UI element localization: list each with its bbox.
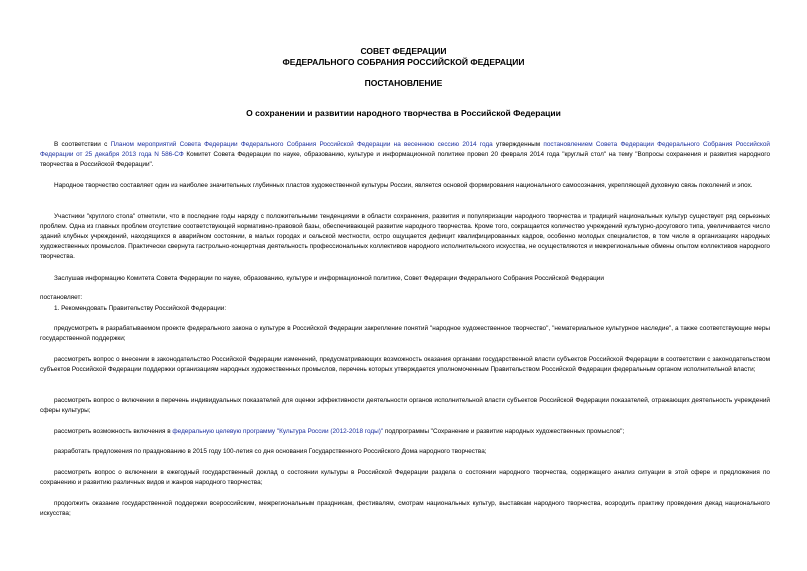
paragraph-item-legislation: рассмотреть вопрос о внесении в законодательство Российской Федерации изменений, предусматривающих возможность оказания органами государственной власти субъектов Российской Федерации в соответствии с законодательством субъектов Российской Федерации поддержки организациям народных художественных промыслов, перечень которых утверждается уполномоченным Правительством Российской Федерации федеральным органом исполнительной власти; xyxy=(40,356,770,373)
link-culture-program[interactable]: федеральную целевую программу "Культура России (2012-2018 годы)" xyxy=(172,428,384,435)
paragraph-round-table: Участники "круглого стола" отметили, что в последние годы наряду с положительными тенденциями в области сохранения, развития и популяризации народного творчества и традиций национальных культур существует ряд серьезных проблем. Одна из главных проблем отсутствие соответствующей нормативно-правовой базы, обеспечивающей развитие народного творчества. Кроме того, сокращается количество учреждений культурно-досугового типа, увеличивается число зданий клубных учреждений, находящихся в аварийном состоянии, в малых городах и сельской местности, остро ощущается дефицит квалифицированных кадров, особенно молодых специалистов, в том числе в организациях народных художественных промыслов. Практически свернута гастрольно-концертная деятельность профессиональных коллективов народного исполнительского искусства, не осуществляются и межрегиональные обмены опытом коллективов народного творчества. xyxy=(40,213,770,260)
intro-text-2: утвержденным xyxy=(492,141,544,148)
paragraph-intro xyxy=(40,140,770,170)
paragraph-item-indicators: рассмотреть вопрос о включении в перечень индивидуальных показателей для оценки эффективности деятельности органов исполнительной власти субъектов Российской Федерации показателей, отражающих деятельность учреждений сферы культуры; xyxy=(40,397,770,414)
org-name-line2: ФЕДЕРАЛЬНОГО СОБРАНИЯ РОССИЙСКОЙ ФЕДЕРАЦИИ xyxy=(282,57,525,67)
program-text-1: рассмотреть возможность включения в xyxy=(54,428,173,435)
intro-text-1: В соответствии с xyxy=(54,141,111,148)
intro-text-3: Комитет Совета Федерации по науке, образованию, культуре и информационной политике провел 20 февраля 2014 года "круглый стол" на тему "Вопросы сохранения и развития народного творчества в Российской Федерации". xyxy=(40,151,770,168)
program-text-2: подпрограммы "Сохранение и развитие народных художественных промыслов"; xyxy=(383,428,625,435)
paragraph-folk-art: Народное творчество составляет один из наиболее значительных глубинных пластов художественной культуры России, является основой формирования национального самосознания, укрепляющей духовную связь поколений и эпох. xyxy=(54,182,753,189)
paragraph-item-support: продолжить оказание государственной поддержки всероссийским, межрегиональным праздникам, фестивалям, смотрам национальных культур, выставкам народного творчества, возродить практику проведения декад национального искусства; xyxy=(40,500,770,517)
paragraph-item-report: рассмотреть вопрос о включении в ежегодный государственный доклад о состоянии культуры в Российской Федерации раздела о состоянии народного творчества, содержащего анализ ситуации в этой сфере и предложения по сохранению и развитию различных видов и жанров народного творчества; xyxy=(40,469,770,486)
doc-title: О сохранении и развитии народного творчества в Российской Федерации xyxy=(246,108,561,118)
paragraph-having-heard: Заслушав информацию Комитета Совета Федерации по науке, образованию, культуре и информационной политике, Совет Федерации Федерального Собрания Российской Федерации xyxy=(54,275,604,282)
paragraph-resolves: постановляет: xyxy=(40,294,83,301)
doc-type: ПОСТАНОВЛЕНИЕ xyxy=(364,78,443,88)
org-name-line1: СОВЕТ ФЕДЕРАЦИИ xyxy=(360,46,447,56)
link-resolution-586[interactable]: постановлением Совета Федерации Федерального Собрания Российской Федерации от 25 декабря 2013 года N 586-СФ xyxy=(40,141,770,158)
paragraph-item-program xyxy=(40,427,770,437)
paragraph-item-anniversary: разработать предложения по празднованию в 2015 году 100-летия со дня основания Государственного Российского Дома народного творчества; xyxy=(54,448,487,455)
paragraph-item-law: предусмотреть в разрабатываемом проекте федерального закона о культуре в Российской Федерации закрепление понятий "народное художественное творчество", "нематериальное культурное наследие", а также соответствующие меры государственной поддержки; xyxy=(40,325,770,342)
link-plan-of-events[interactable]: Планом мероприятий Совета Федерации Федерального Собрания Российской Федерации на весеннюю сессию 2014 года xyxy=(110,141,493,148)
paragraph-recommend: 1. Рекомендовать Правительству Российской Федерации: xyxy=(54,305,227,312)
